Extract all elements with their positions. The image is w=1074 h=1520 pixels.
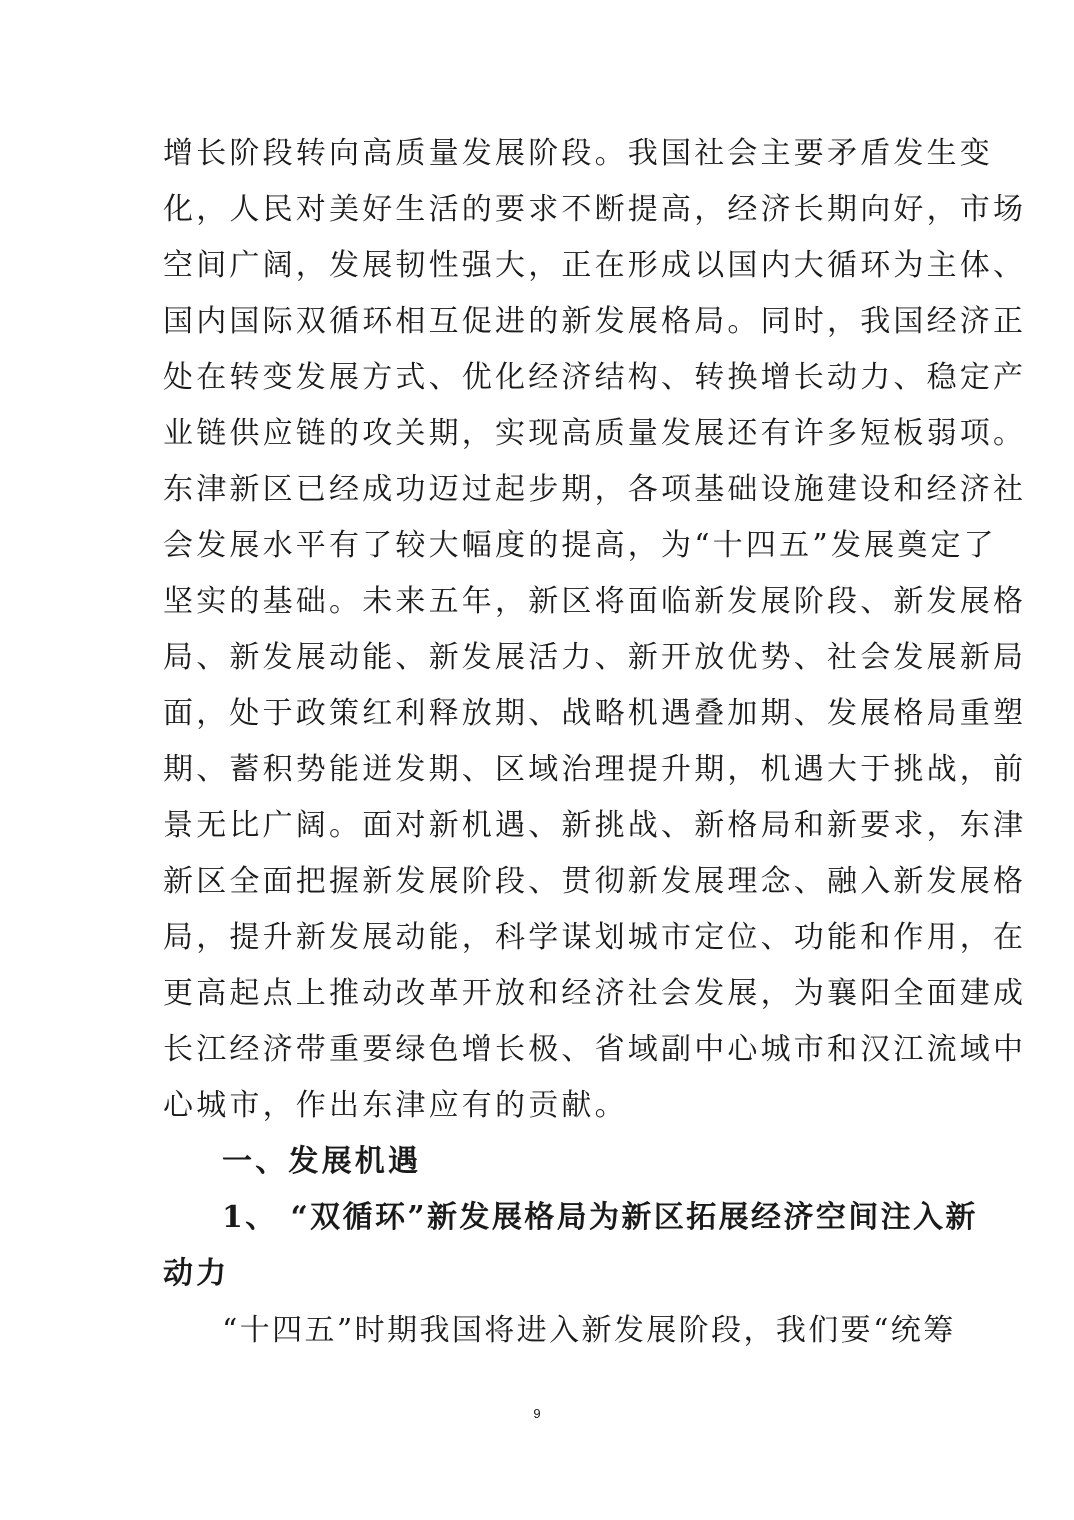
body-text-line: 景无比广阔。面对新机遇、新挑战、新格局和新要求，东津 (163, 808, 1027, 843)
body-text-line: 会发展水平有了较大幅度的提高，为“十四五”发展奠定了 (163, 528, 997, 563)
body-text-line: 国内国际双循环相互促进的新发展格局。同时，我国经济正 (163, 304, 1027, 339)
body-text-line: 面，处于政策红利释放期、战略机遇叠加期、发展格局重塑 (163, 696, 1027, 731)
body-text-line: 期、蓄积势能迸发期、区域治理提升期，机遇大于挑战，前 (163, 752, 1027, 787)
body-text-line: 坚实的基础。未来五年，新区将面临新发展阶段、新发展格 (163, 584, 1027, 619)
section-heading: 一、发展机遇 (222, 1144, 422, 1179)
body-text-line: 空间广阔，发展韧性强大，正在形成以国内大循环为主体、 (163, 248, 1027, 283)
body-text-line: 局、新发展动能、新发展活力、新开放优势、社会发展新局 (163, 640, 1027, 675)
subsection-heading-continued: 动力 (163, 1256, 230, 1291)
subsection-heading: 1、 “双循环”新发展格局为新区拓展经济空间注入新 (222, 1200, 978, 1235)
body-text-line: 处在转变发展方式、优化经济结构、转换增长动力、稳定产 (163, 360, 1027, 395)
body-text-line: 业链供应链的攻关期，实现高质量发展还有许多短板弱项。 (163, 416, 1027, 451)
body-text-line: 心城市，作出东津应有的贡献。 (163, 1088, 628, 1123)
body-text-line: 增长阶段转向高质量发展阶段。我国社会主要矛盾发生变 (163, 136, 993, 171)
body-text-line: 长江经济带重要绿色增长极、省域副中心城市和汉江流域中 (163, 1032, 1027, 1067)
page-number: 9 (533, 1406, 541, 1421)
body-text-line: 局，提升新发展动能，科学谋划城市定位、功能和作用，在 (163, 920, 1027, 955)
body-text-line: 新区全面把握新发展阶段、贯彻新发展理念、融入新发展格 (163, 864, 1027, 899)
body-text-line: “十四五”时期我国将进入新发展阶段，我们要“统筹 (222, 1313, 956, 1348)
body-text-line: 更高起点上推动改革开放和经济社会发展，为襄阳全面建成 (163, 976, 1027, 1011)
body-text-line: 化，人民对美好生活的要求不断提高，经济长期向好，市场 (163, 192, 1027, 227)
body-text-line: 东津新区已经成功迈过起步期，各项基础设施建设和经济社 (163, 472, 1027, 507)
